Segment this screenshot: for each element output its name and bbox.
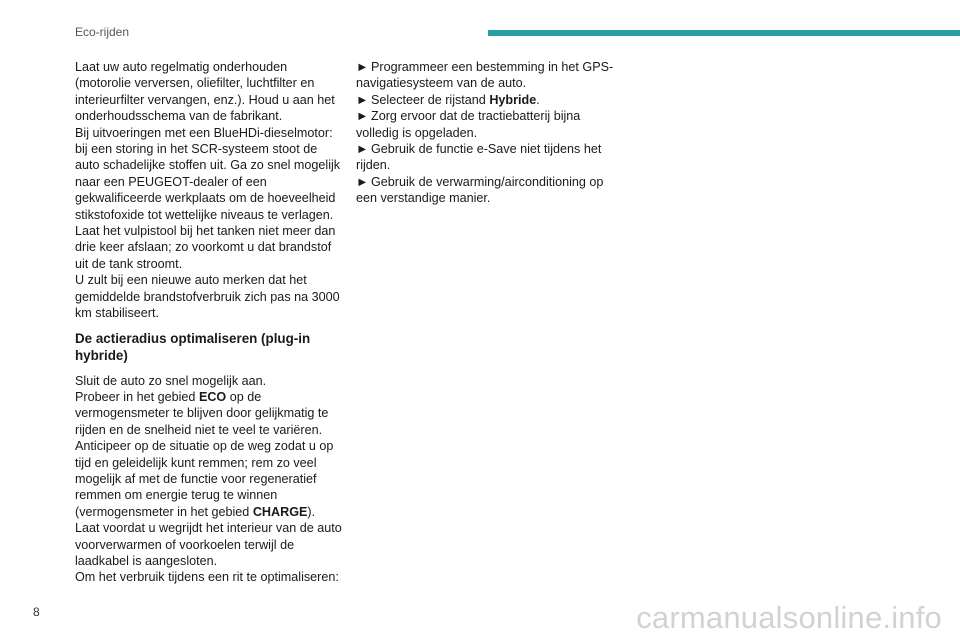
paragraph-brandstofverbruik: U zult bij een nieuwe auto merken dat het gemiddelde brandstofverbruik zich pas na 3000 km stabiliseert. [75,273,340,321]
bullet-item [356,174,618,207]
arrow-bullet-icon: ► [356,109,369,124]
right-column [356,59,618,207]
section-title: Eco-rijden [75,25,130,39]
header-accent-bar [488,30,960,36]
watermark: carmanualsonline.info [636,600,942,635]
paragraph-bluehdi: Bij uitvoeringen met een BlueHDi-dieselmotor: bij een storing in het SCR-systeem stoot de auto schadelijke stoffen uit. Ga zo snel mogelijk naar een PEUGEOT-dealer of een gekwalificeerde werkplaats om de hoeveelheid stikstofoxide tot wettelijke niveaus te verlagen. [75,125,341,222]
arrow-bullet-icon: ► [356,92,369,107]
bullet-text: Gebruik de functie e-Save niet tijdens het rijden. [356,142,602,173]
bullet-item [356,108,618,141]
hybride-label: Hybride [489,92,537,107]
paragraph-onderhoud: Laat uw auto regelmatig onderhouden (motorolie verversen, oliefilter, luchtfilter en interieurfilter vervangen, enz.). Houd u aan het onderhoudsschema van de fabrikant. [75,60,335,124]
charge-label: CHARGE [252,504,308,519]
paragraph-vulpistool: Laat het vulpistool bij het tanken niet meer dan drie keer afslaan; zo voorkomt u dat brandstof uit de tank stroomt. [75,224,336,271]
bullet-text-after: . [536,92,540,107]
heading-actieradius: De actieradius optimaliseren (plug-in hybride) [75,330,311,363]
charge-text-before: Anticipeer op de situatie op de weg zodat u op tijd en geleidelijk kunt remmen; rem zo veel mogelijk af met de functie voor regeneratief remmen om energie terug te winnen (vermogensmeter in het gebied [75,439,334,519]
paragraph-sluit-aan: Sluit de auto zo snel mogelijk aan. [75,373,267,388]
arrow-bullet-icon: ► [356,174,369,189]
paragraph-voorverwarmen: Laat voordat u wegrijdt het interieur van de auto voorverwarmen of voorkoelen terwijl de laadkabel is aangesloten. [75,521,342,568]
charge-text-after: ). [307,504,316,519]
page-number: 8 [33,605,40,619]
bullet-item [356,92,618,108]
bullet-text: Zorg ervoor dat de tractiebatterij bijna volledig is opgeladen. [356,109,581,140]
paragraph-eco [75,389,343,438]
bullet-text: Programmeer een bestemming in het GPS-navigatiesysteem van de auto. [356,60,614,91]
bullet-item [356,59,618,92]
eco-label: ECO [198,389,227,404]
arrow-bullet-icon: ► [356,142,369,157]
arrow-bullet-icon: ► [356,60,369,74]
bullet-item [356,141,618,174]
bullet-text-before: Selecteer de rijstand [371,92,490,107]
eco-text-before: Probeer in het gebied [75,389,199,404]
paragraph-charge [75,438,343,520]
left-column [75,59,343,586]
paragraph-optimaliseren: Om het verbruik tijdens een rit te optimaliseren: [75,570,339,585]
bullet-text: Gebruik de verwarming/airconditioning op een verstandige manier. [356,174,604,206]
eco-text-after: op de vermogensmeter te blijven door gelijkmatig te rijden en de snelheid niet te veel te variëren. [75,389,329,437]
